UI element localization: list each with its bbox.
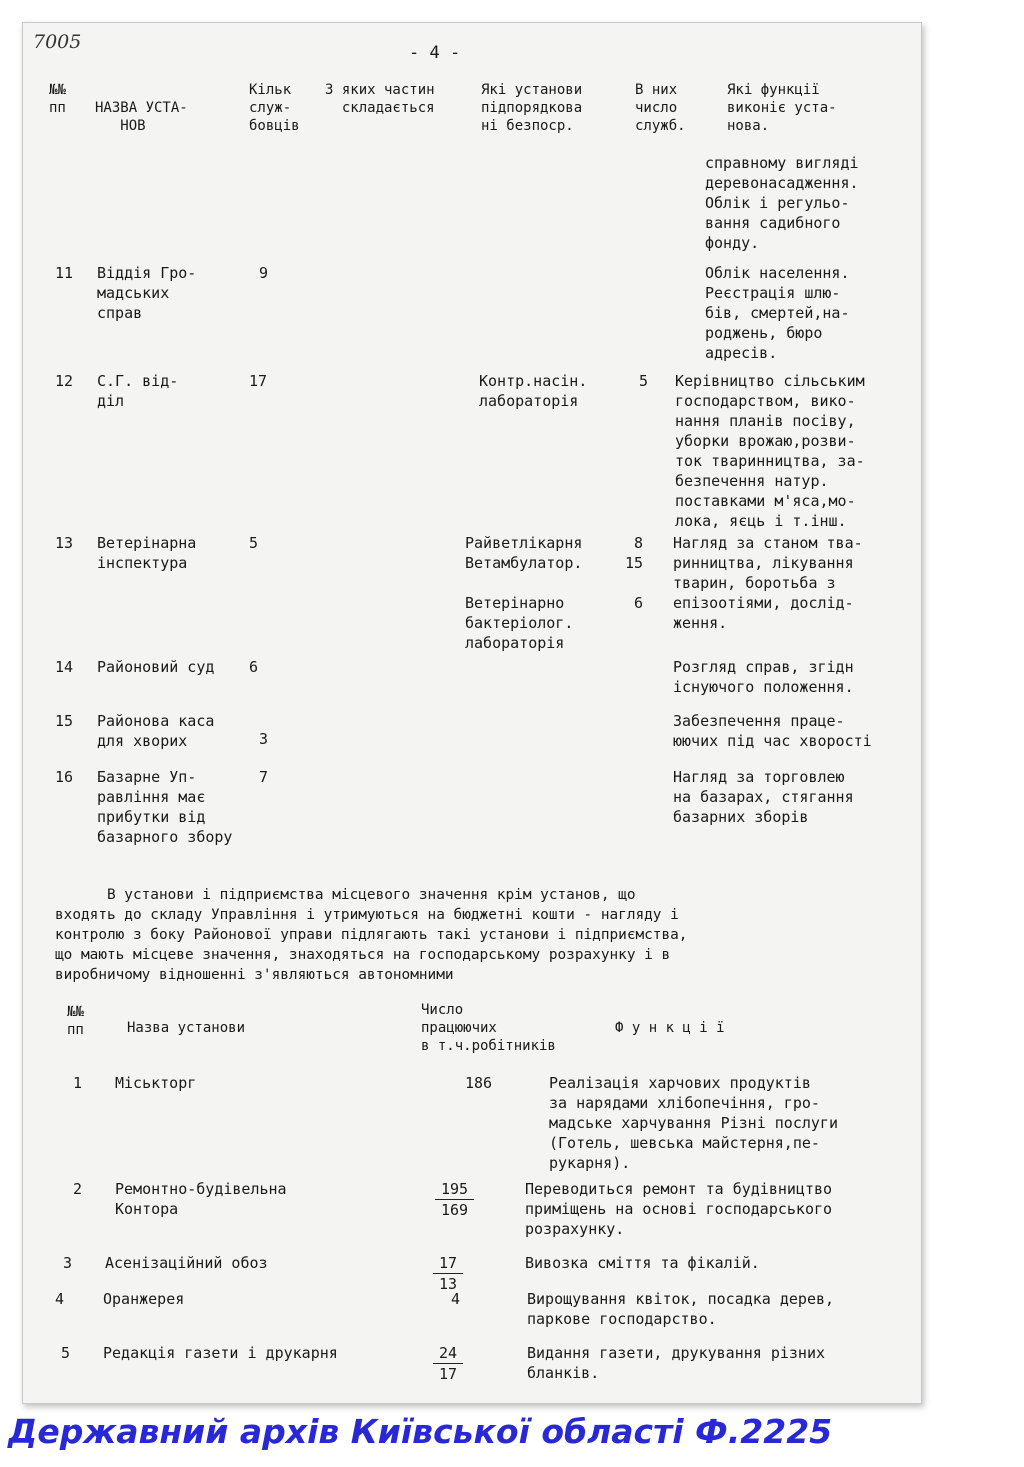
archive-caption: Державний архів Київської області Ф.2225 [8,1412,833,1451]
page-number: - 4 - [409,43,461,63]
header-name: Назва установи [127,1020,246,1036]
row-no: 11 [55,264,74,282]
row-functions: Видання газети, друкування різних бланків. [527,1344,826,1382]
row-name: Ветерінарна інспектура [97,534,197,572]
row-name: Базарне Уп- равління має прибутки від базарного збору [97,768,233,846]
row-functions: Переводиться ремонт та будівництво приміщень на основі господарського розрахунку. [525,1180,833,1238]
row-no: 3 [63,1254,73,1272]
row-functions: Нагляд за торговлею на базарах, стягання базарних зборів [673,768,854,826]
row-no: 2 [73,1180,83,1198]
row-total: 186 [465,1074,493,1092]
header-staff: Кільк служ- бовців [249,82,300,134]
row-staff: 5 [249,534,259,552]
header-subordinate: Які установи підпорядкова ні безпоср. [481,82,583,134]
row-workers-fraction [433,1343,463,1384]
row-workers: 17 [439,1365,458,1383]
row-name: Ремонтно-будівельна Контора [115,1180,287,1218]
row-staff: 17 [249,372,268,390]
row-no: 1 [73,1074,83,1092]
row-staff: 3 [259,730,269,748]
row-name: Районова каса для хворих [97,712,215,750]
header-no: №№ пп [67,1004,84,1038]
row-workers: 13 [439,1275,458,1293]
row-no: 12 [55,372,74,390]
header-workers: Число працюючих в т.ч.робітників [421,1002,556,1054]
header-name: НАЗВА УСТА- НОВ [95,100,188,134]
handwritten-note: 7005 [33,31,82,53]
row-no: 5 [61,1344,71,1362]
row-functions: Нагляд за станом тва- ринництва, лікування тварин, боротьба з епізоотіями, дослід- ження. [673,534,863,632]
row-functions: Вивозка сміття та фікалій. [525,1254,760,1272]
row-workers: 169 [441,1201,469,1219]
row-name: Районовий суд [97,658,215,676]
row-no: 4 [55,1290,65,1308]
row-workers-fraction [433,1253,463,1294]
row-functions: Облік населення. Реєстрація шлю- бів, смертей,на- роджень, бюро адресів. [705,264,850,362]
row-name: Оранжерея [103,1290,185,1308]
header-no: №№ пп [49,82,66,116]
row-functions: Реалізація харчових продуктів за нарядами хлібопечіння, гро- мадське харчування Різні послуги (Готель, шевська майстерня,пе- рукарня). [549,1074,838,1172]
archive-footer [0,1412,1024,1458]
row-functions: Вирощування квіток, посадка дерев, паркове господарство. [527,1290,835,1328]
row-no: 13 [55,534,74,552]
row-name: С.Г. від- діл [97,372,179,410]
row-name: Віддія Гро- мадських справ [97,264,197,322]
row-staff: 9 [259,264,269,282]
row-name: Редакція газети і друкарня [103,1344,338,1362]
row-subordinate: Райветлікарня Ветамбулатор. Ветерінарно бактеріолог. лабораторія [465,534,583,652]
header-functions: Які функції виконіє уста- нова. [727,82,837,134]
header-functions: Ф у н к ц і ї [615,1020,725,1036]
row-services: 5 [639,372,649,390]
row-total: 24 [433,1343,463,1364]
row-staff: 6 [249,658,259,676]
document-page [22,22,922,1404]
row-name: Асенізаційний обоз [105,1254,268,1272]
row-total: 4 [451,1290,461,1308]
row-no: 16 [55,768,74,786]
row-no: 15 [55,712,74,730]
row-services: 8 15 6 [624,534,643,612]
continuation-text: справному вигляді деревонасадження. Облік і регульо- вання садибного фонду. [705,154,859,252]
row-workers-fraction [435,1179,474,1220]
body-paragraph: В установи і підприємства місцевого значення крім установ, що входять до складу Управління і утримуються на бюджетні кошти - нагляду і контролю з боку Районової управи підлягають такі установи і підприємства, що мають місцеве значення, знаходяться на господарському розрахунку і в виробничому відношенні з'являються автономними [55,887,688,983]
row-functions: Забезпечення праце- юючих під час хворості [673,712,872,750]
row-name: Міськторг [115,1074,197,1092]
row-functions: Розгляд справ, згідн існуючого положення. [673,658,854,696]
row-total: 195 [435,1179,474,1200]
header-parts: З яких частин складається [325,82,435,116]
header-services: В них число служб. [635,82,686,134]
row-subordinate: Контр.насін. лабораторія [479,372,588,410]
row-no: 14 [55,658,74,676]
row-total: 17 [433,1253,463,1274]
row-functions: Керівництво сільським господарством, вико- нання планів посіву, уборки врожаю,розви- ток тваринництва, за- безпечення натур. поставками м'яса,мо- лока, яєць і т.інш. [675,372,865,530]
row-staff: 7 [259,768,269,786]
